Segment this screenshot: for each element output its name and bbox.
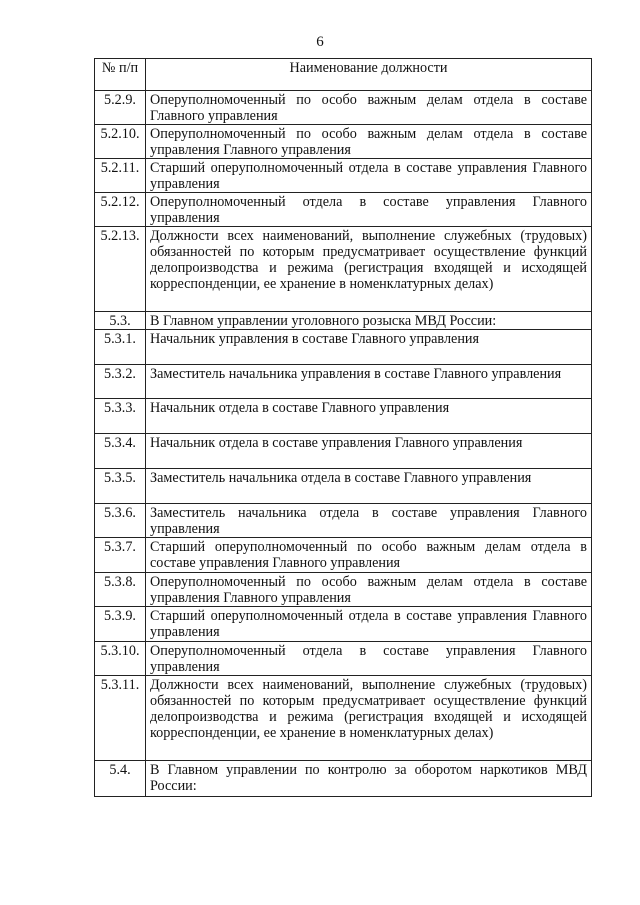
table-row	[95, 193, 592, 227]
row-position-name: Оперуполномоченный по особо важным делам отдела в составе управления Главного управления	[146, 125, 592, 159]
row-position-name: Начальник управления в составе Главного управления	[146, 330, 592, 365]
row-number: 5.3.7.	[95, 538, 146, 573]
row-position-name: Оперуполномоченный по особо важным делам отдела в составе управления Главного управления	[146, 573, 592, 607]
page-number: 6	[316, 34, 324, 50]
row-position-name: Старший оперуполномоченный отдела в составе управления Главного управления	[146, 607, 592, 642]
table-row	[95, 469, 592, 504]
row-number: 5.2.13.	[95, 227, 146, 312]
positions-table	[94, 58, 592, 797]
table-row	[95, 312, 592, 330]
table-row	[95, 434, 592, 469]
header-position-name: Наименование должности	[146, 59, 592, 91]
row-position-name: Заместитель начальника отдела в составе Главного управления	[146, 469, 592, 504]
row-position-name: Начальник отдела в составе Главного управления	[146, 399, 592, 434]
row-position-name: Заместитель начальника отдела в составе управления Главного управления	[146, 504, 592, 538]
row-number: 5.3.1.	[95, 330, 146, 365]
row-position-name: В Главном управлении уголовного розыска МВД России:	[146, 312, 592, 330]
table-row	[95, 91, 592, 125]
row-position-name: Должности всех наименований, выполнение служебных (трудовых) обязанностей по которым предусматривает осуществление функций делопроизводства и режима (регистрация входящей и исходящей корреспонденции, ее хранение в номенклатурных делах)	[146, 676, 592, 761]
row-number: 5.2.11.	[95, 159, 146, 193]
row-number: 5.4.	[95, 761, 146, 797]
row-position-name: Заместитель начальника управления в составе Главного управления	[146, 365, 592, 399]
table-row	[95, 159, 592, 193]
row-number: 5.3.11.	[95, 676, 146, 761]
table-row	[95, 573, 592, 607]
table-row	[95, 642, 592, 676]
row-number: 5.3.6.	[95, 504, 146, 538]
table-body	[95, 91, 592, 797]
row-position-name: Должности всех наименований, выполнение служебных (трудовых) обязанностей по которым предусматривает осуществление функций делопроизводства и режима (регистрация входящей и исходящей корреспонденции, ее хранение в номенклатурных делах)	[146, 227, 592, 312]
table-row	[95, 676, 592, 761]
row-number: 5.2.12.	[95, 193, 146, 227]
row-number: 5.3.8.	[95, 573, 146, 607]
row-position-name: Старший оперуполномоченный по особо важным делам отдела в составе управления Главного управления	[146, 538, 592, 573]
table-row	[95, 504, 592, 538]
row-number: 5.3.9.	[95, 607, 146, 642]
header-number: № п/п	[95, 59, 146, 91]
row-number: 5.3.4.	[95, 434, 146, 469]
table-row	[95, 399, 592, 434]
table-row	[95, 761, 592, 797]
row-position-name: В Главном управлении по контролю за оборотом наркотиков МВД России:	[146, 761, 592, 797]
table-row	[95, 365, 592, 399]
row-number: 5.3.3.	[95, 399, 146, 434]
table-row	[95, 125, 592, 159]
row-number: 5.2.10.	[95, 125, 146, 159]
row-number: 5.3.5.	[95, 469, 146, 504]
row-position-name: Начальник отдела в составе управления Главного управления	[146, 434, 592, 469]
table-row	[95, 607, 592, 642]
table-row	[95, 538, 592, 573]
table-header-row	[95, 59, 592, 91]
row-position-name: Оперуполномоченный отдела в составе управления Главного управления	[146, 193, 592, 227]
row-number: 5.3.10.	[95, 642, 146, 676]
row-number: 5.3.2.	[95, 365, 146, 399]
table-row	[95, 227, 592, 312]
table-row	[95, 330, 592, 365]
row-position-name: Оперуполномоченный по особо важным делам отдела в составе Главного управления	[146, 91, 592, 125]
row-position-name: Старший оперуполномоченный отдела в составе управления Главного управления	[146, 159, 592, 193]
row-position-name: Оперуполномоченный отдела в составе управления Главного управления	[146, 642, 592, 676]
row-number: 5.2.9.	[95, 91, 146, 125]
row-number: 5.3.	[95, 312, 146, 330]
